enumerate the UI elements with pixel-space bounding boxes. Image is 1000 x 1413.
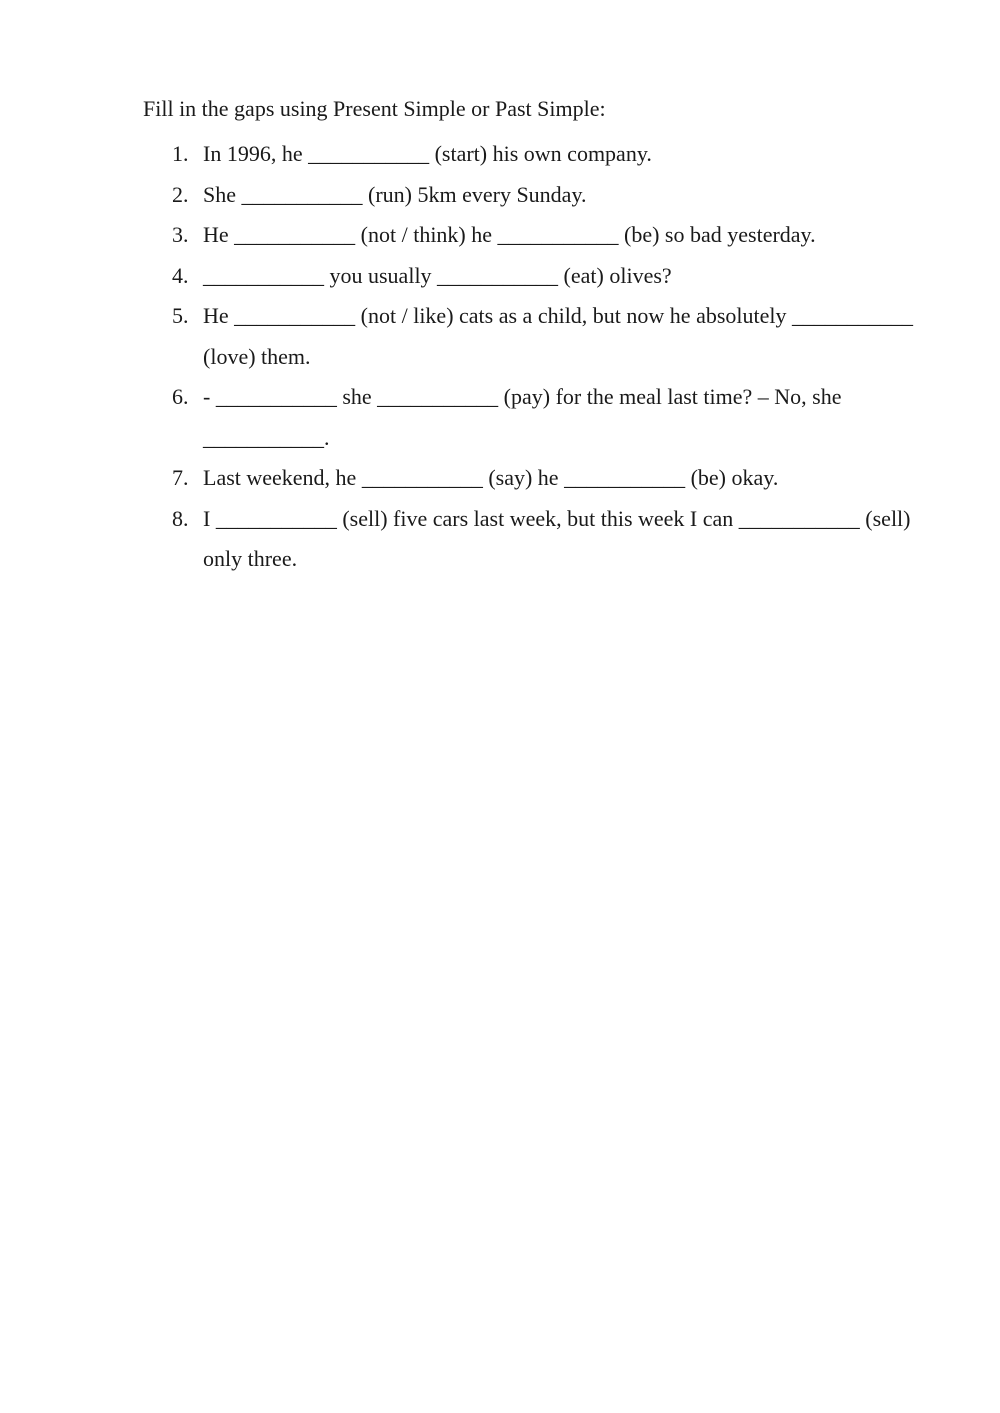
- exercise-item-8: [160, 499, 920, 580]
- item-number: 4.: [172, 262, 189, 288]
- exercise-list: [160, 134, 920, 580]
- item-number: 2.: [172, 181, 189, 207]
- item-number: 8.: [172, 505, 189, 531]
- item-number: 5.: [172, 303, 189, 328]
- item-sentence: He ___________ (not / like) cats as a child, but now he absolutely ___________ (love) them.: [203, 303, 913, 369]
- exercise-item-6: [160, 377, 920, 458]
- item-number: 6.: [172, 384, 189, 409]
- item-number: 7.: [172, 465, 189, 490]
- item-sentence: She ___________ (run) 5km every Sunday.: [203, 181, 587, 207]
- exercise-item-1: [160, 134, 920, 175]
- item-sentence: He ___________ (not / think) he ___________ (be) so bad yesterday.: [203, 222, 816, 247]
- item-sentence: In 1996, he ___________ (start) his own company.: [203, 141, 652, 166]
- item-sentence: ___________ you usually ___________ (eat) olives?: [203, 262, 672, 288]
- instruction-text: Fill in the gaps using Present Simple or Past Simple:: [143, 96, 606, 121]
- exercise-item-5: [160, 296, 920, 377]
- item-number: 3.: [172, 222, 189, 247]
- exercise-item-4: [160, 256, 920, 297]
- exercise-item-3: [160, 215, 920, 256]
- exercise-item-7: [160, 458, 920, 499]
- item-number: 1.: [172, 141, 189, 166]
- item-sentence: I ___________ (sell) five cars last week, but this week I can ___________ (sell) only three.: [203, 505, 911, 571]
- exercise-item-2: [160, 175, 920, 216]
- item-sentence: Last weekend, he ___________ (say) he ___________ (be) okay.: [203, 465, 779, 490]
- item-sentence: - ___________ she ___________ (pay) for the meal last time? – No, she ___________.: [203, 384, 842, 450]
